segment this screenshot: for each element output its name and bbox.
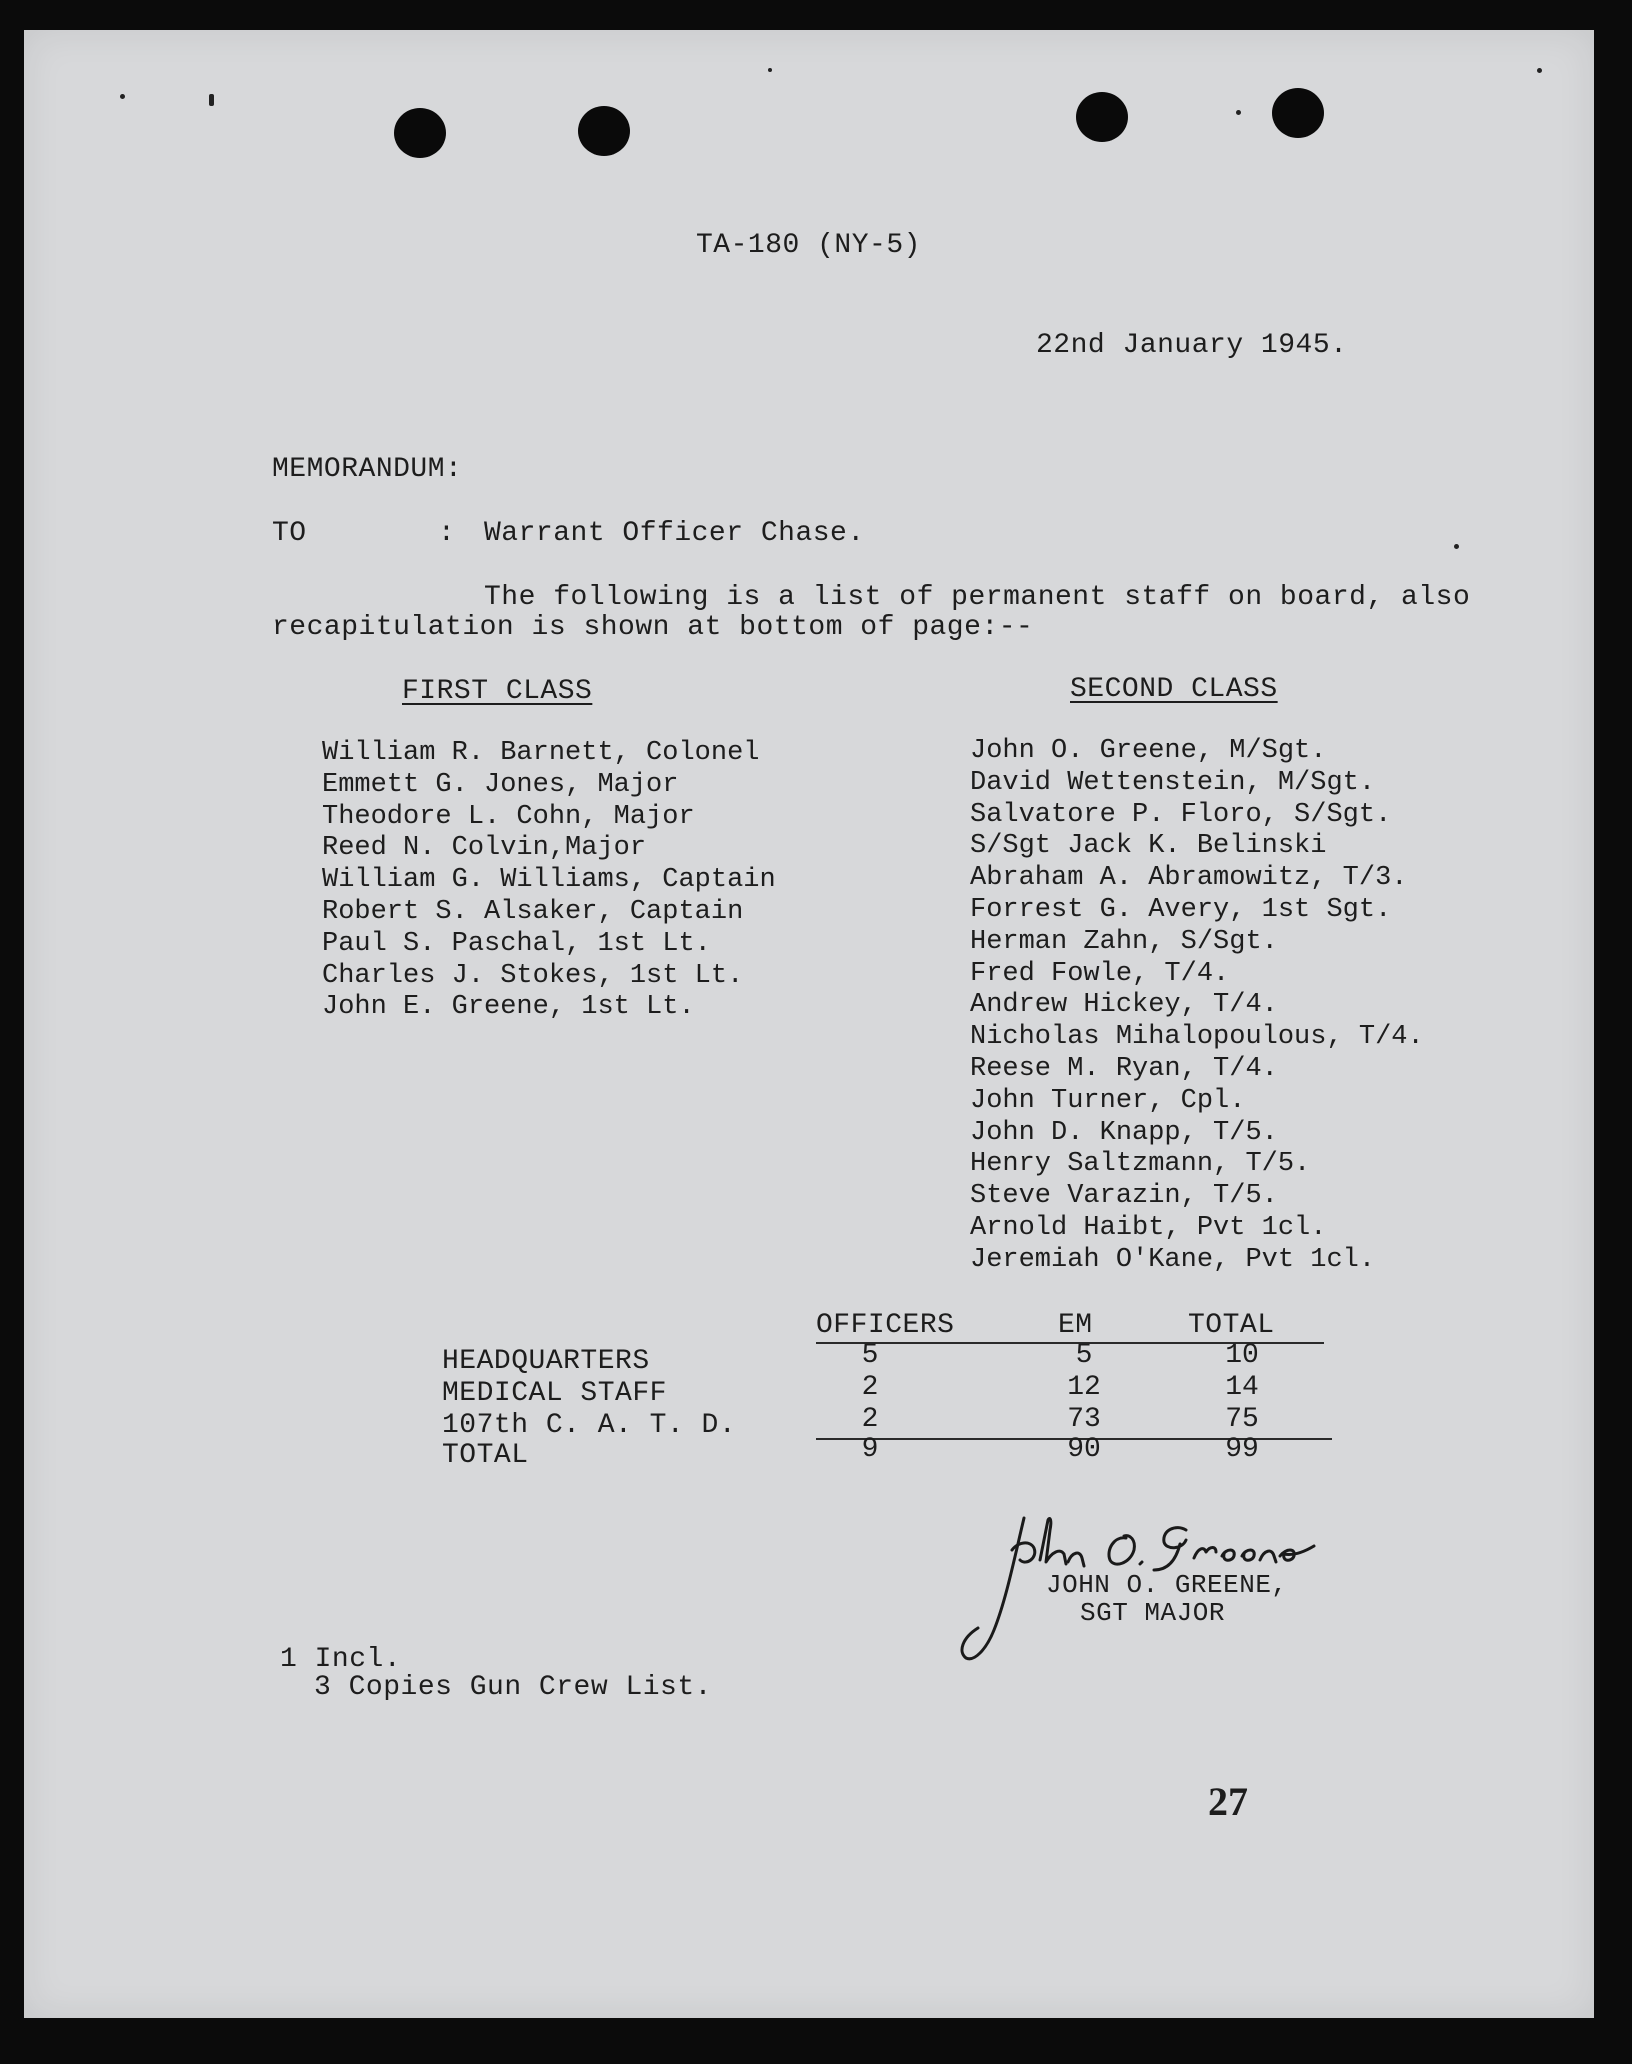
intro-line-1: The following is a list of permanent staff on board, also: [484, 582, 1471, 613]
list-item: William G. Williams, Captain: [322, 865, 776, 896]
recap-row-label: MEDICAL STAFF: [442, 1378, 667, 1409]
recap-cell: 2: [861, 1404, 879, 1435]
intro-line-2: recapitulation is shown at bottom of page:--: [272, 612, 1034, 643]
memo-heading: MEMORANDUM:: [272, 454, 463, 485]
list-item: Robert S. Alsaker, Captain: [322, 896, 744, 927]
list-item: Reese M. Ryan, T/4.: [970, 1053, 1278, 1084]
list-item: Andrew Hickey, T/4.: [970, 990, 1278, 1021]
list-item: Forrest G. Avery, 1st Sgt.: [970, 894, 1392, 925]
list-item: Jeremiah O'Kane, Pvt 1cl.: [970, 1244, 1376, 1275]
recap-cell: 73: [1067, 1404, 1101, 1435]
signature-name: JOHN O. GREENE,: [1046, 1570, 1288, 1600]
recap-header-em: EM: [1058, 1310, 1093, 1341]
list-item: Henry Saltzmann, T/5.: [970, 1149, 1311, 1180]
recap-row-label: HEADQUARTERS: [442, 1346, 650, 1377]
form-number: TA-180 (NY-5): [696, 230, 921, 261]
list-item: John Turner, Cpl.: [970, 1085, 1246, 1116]
recap-cell: 90: [1067, 1434, 1101, 1465]
to-label: TO: [272, 518, 307, 549]
punch-hole-2: [578, 106, 630, 156]
enclosure-line-2: 3 Copies Gun Crew List.: [314, 1672, 712, 1703]
list-item: John O. Greene, M/Sgt.: [970, 736, 1327, 766]
speck: [1537, 68, 1542, 73]
list-item: John E. Greene, 1st Lt.: [322, 992, 695, 1023]
list-item: Nicholas Mihalopoulous, T/4.: [970, 1022, 1424, 1053]
punch-hole-4: [1272, 88, 1324, 138]
second-class-list: [970, 736, 1424, 1277]
list-item: Paul S. Paschal, 1st Lt.: [322, 928, 711, 959]
first-class-heading: FIRST CLASS: [402, 676, 593, 707]
recap-cell: 99: [1225, 1434, 1259, 1465]
list-item: David Wettenstein, M/Sgt.: [970, 767, 1376, 798]
speck: [768, 68, 772, 72]
recap-cell: 12: [1067, 1372, 1101, 1403]
speck: [120, 94, 125, 99]
list-item: Fred Fowle, T/4.: [970, 958, 1230, 989]
document-page: [24, 30, 1594, 2018]
recap-cell: 2: [861, 1372, 879, 1403]
speck: [1454, 544, 1459, 549]
recap-header-total: TOTAL: [1188, 1310, 1275, 1341]
list-item: John D. Knapp, T/5.: [970, 1117, 1278, 1148]
list-item: Arnold Haibt, Pvt 1cl.: [970, 1212, 1327, 1243]
to-separator: :: [438, 518, 456, 549]
recap-cell: 14: [1225, 1372, 1259, 1403]
to-recipient: Warrant Officer Chase.: [484, 518, 865, 549]
speck: [1236, 110, 1241, 115]
recap-cell: 5: [861, 1340, 879, 1371]
list-item: Reed N. Colvin,Major: [322, 833, 647, 864]
list-item: Salvatore P. Floro, S/Sgt.: [970, 799, 1392, 830]
enclosure-line-1: 1 Incl.: [280, 1644, 402, 1675]
list-item: Abraham A. Abramowitz, T/3.: [970, 863, 1408, 894]
second-class-heading: SECOND CLASS: [1070, 674, 1278, 705]
memo-date: 22nd January 1945.: [1036, 330, 1348, 361]
punch-hole-1: [394, 108, 446, 158]
list-item: Steve Varazin, T/5.: [970, 1181, 1278, 1212]
list-item: S/Sgt Jack K. Belinski: [970, 831, 1327, 862]
first-class-list: [322, 738, 776, 1024]
recap-cell: 9: [861, 1434, 879, 1465]
list-item: William R. Barnett, Colonel: [322, 738, 760, 768]
page-number: 27: [1208, 1779, 1248, 1824]
recap-row-label: 107th C. A. T. D.: [442, 1410, 737, 1441]
list-item: Herman Zahn, S/Sgt.: [970, 926, 1278, 957]
punch-hole-3: [1076, 92, 1128, 142]
list-item: Theodore L. Cohn, Major: [322, 801, 695, 832]
recap-cell: 10: [1225, 1340, 1259, 1371]
list-item: Emmett G. Jones, Major: [322, 769, 679, 800]
list-item: Charles J. Stokes, 1st Lt.: [322, 960, 744, 991]
recap-header-officers: OFFICERS: [816, 1310, 955, 1341]
signature-title: SGT MAJOR: [1080, 1598, 1225, 1628]
speck: [209, 94, 214, 106]
recap-cell: 75: [1225, 1404, 1259, 1435]
recap-row-label: TOTAL: [442, 1440, 529, 1471]
recap-cell: 5: [1075, 1340, 1093, 1371]
